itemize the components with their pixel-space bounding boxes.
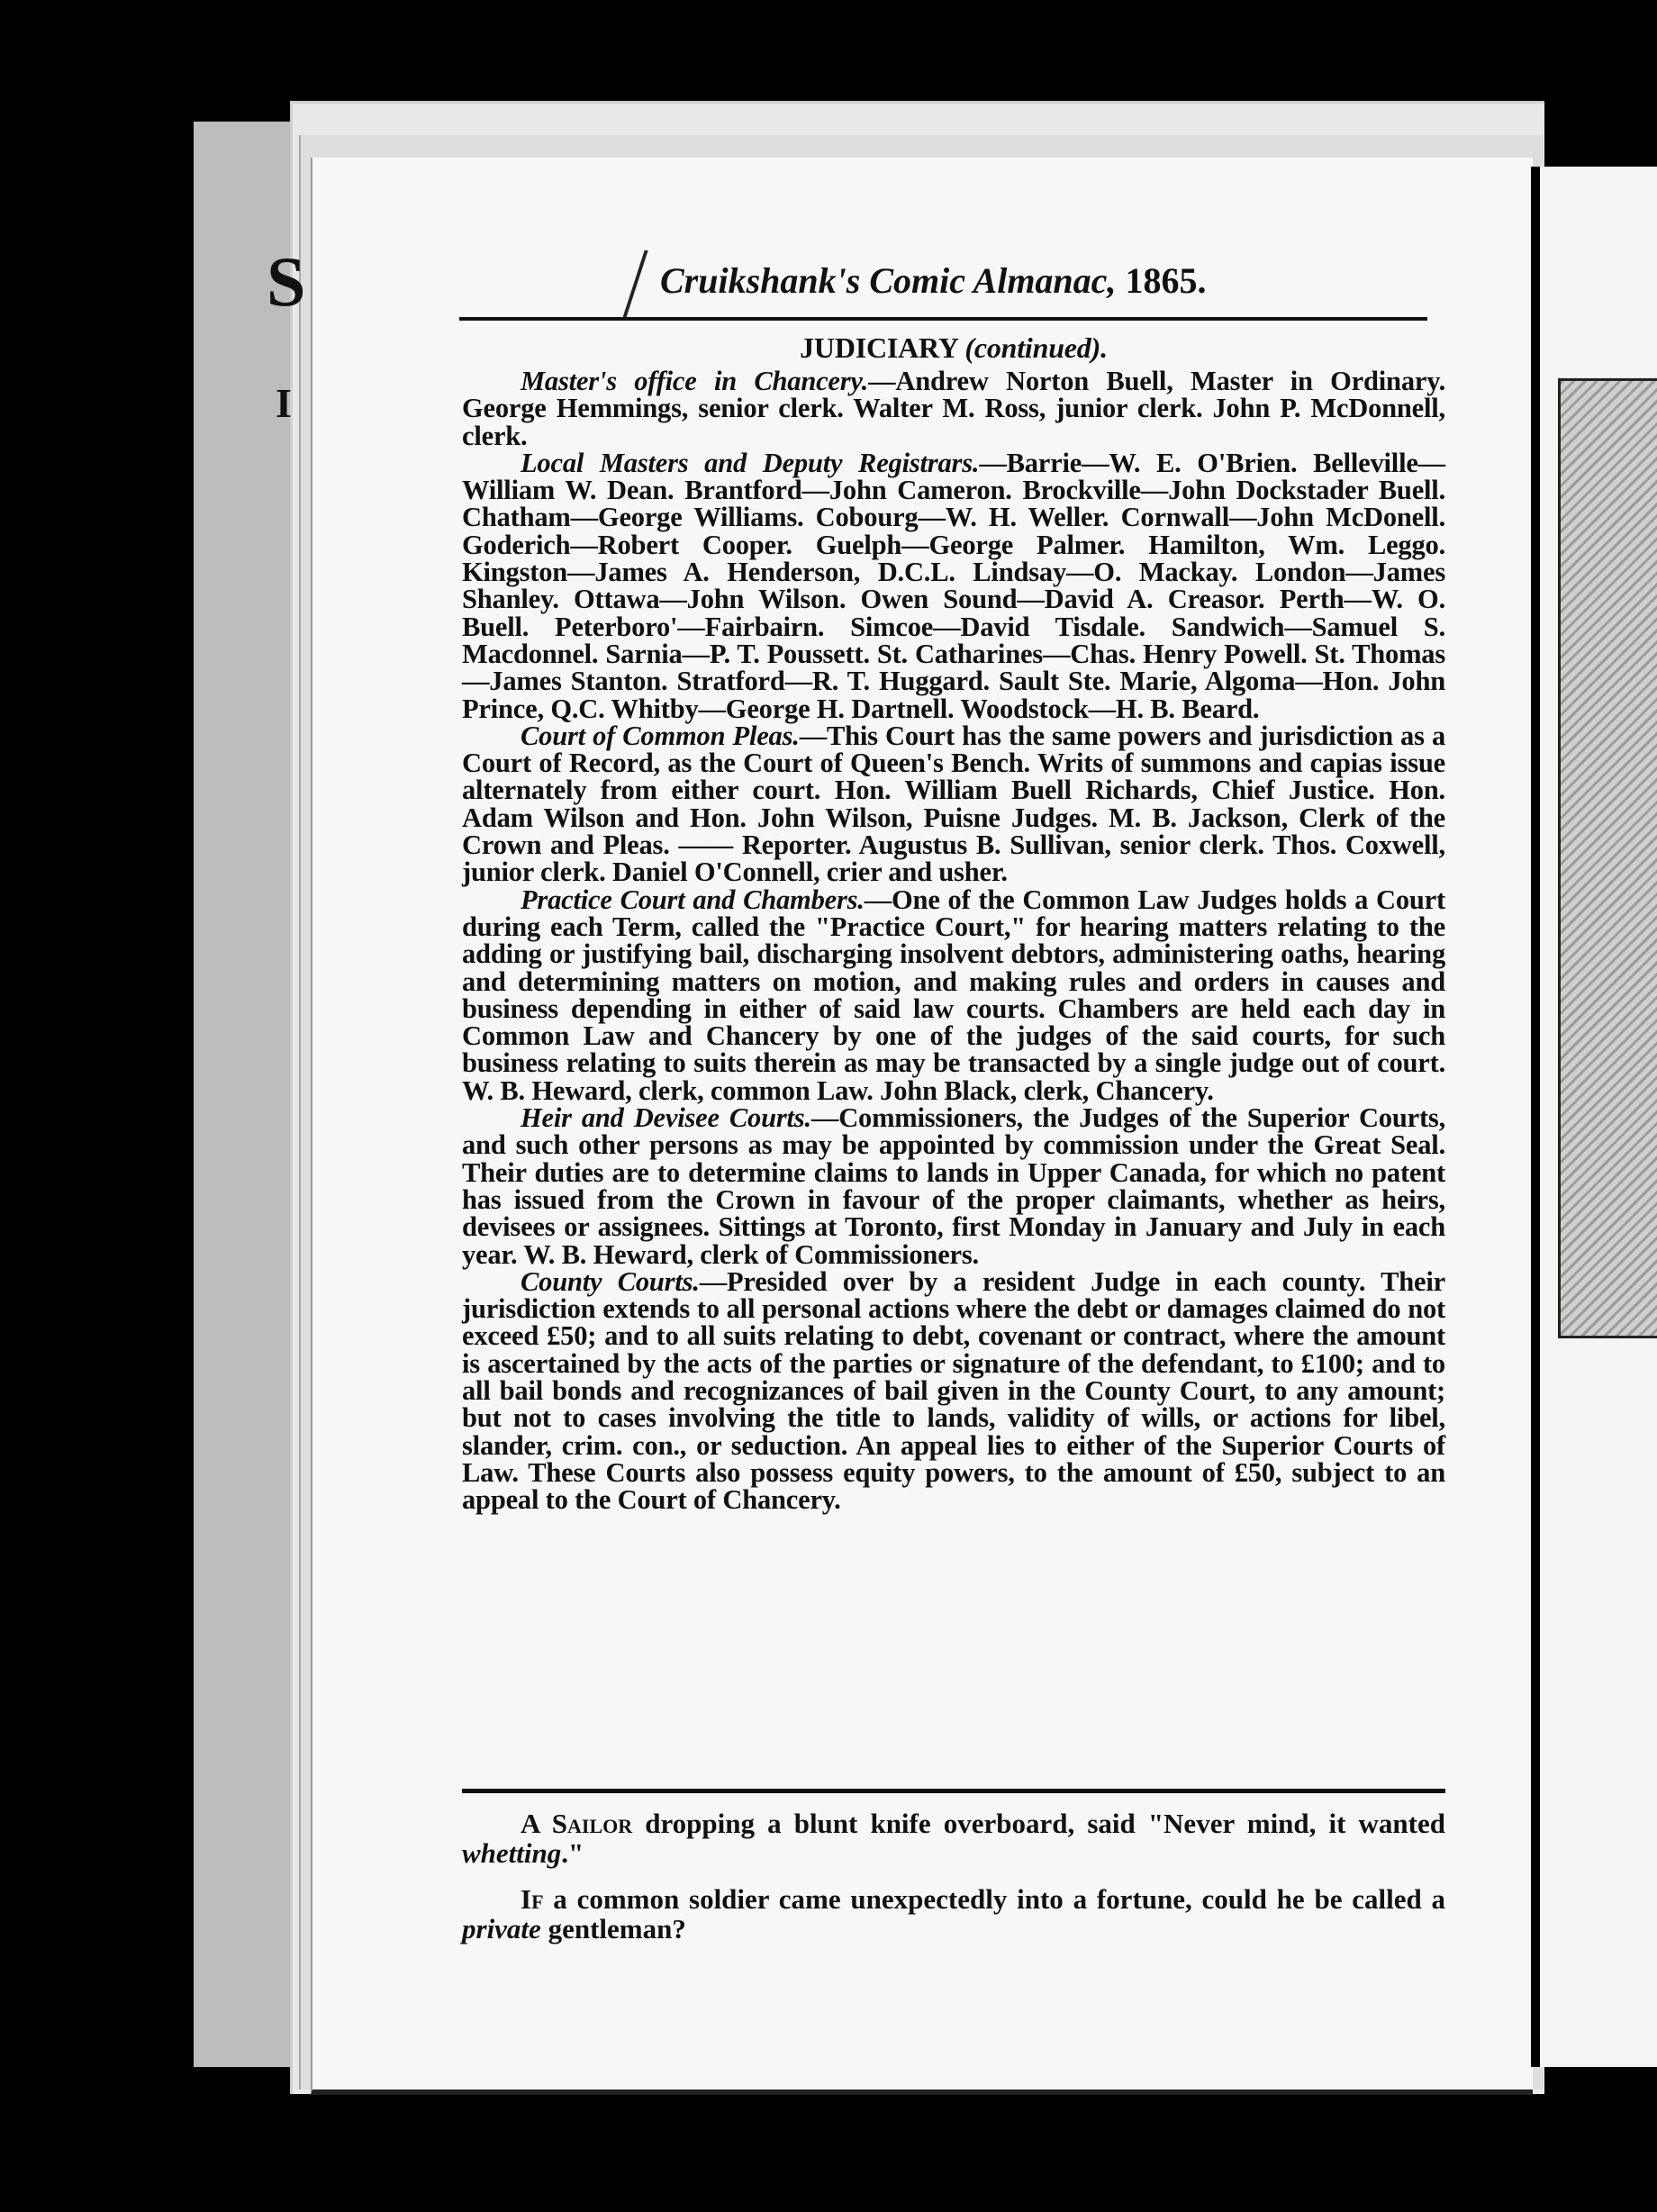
almanac-year: 1865. — [1125, 260, 1207, 301]
almanac-title: Cruikshank's Comic Almanac, — [660, 260, 1117, 301]
running-header — [457, 254, 1430, 326]
paragraph-lead: Court of Common Pleas. — [521, 720, 800, 751]
section-heading — [462, 330, 1445, 366]
paragraph-lead: County Courts. — [521, 1265, 700, 1297]
paragraph-text: —Presided over by a resident Judge in each county. Their jurisdiction extends to all personal actions where the debt or damages claimed do not exceed £50; and to all suits relating to debt, covenant or contract, where the amount is ascertained by the acts of the parties or signature of the defendant, to £100; and to all bail bonds and recognizances of bail given in the County Court, to any amount; but not to cases involving the title to lands, validity of wills, or actions for libel, slander, crim. con., or seduction. An appeal lies to either of the Superior Courts of Law. These Courts also possess equity powers, to the amount of £50, subject to an appeal to the Court of Chancery. — [462, 1265, 1445, 1516]
paragraph-common-pleas — [462, 722, 1445, 886]
joke-opening: If — [521, 1883, 544, 1915]
paragraph-lead: Master's office in Chancery. — [521, 366, 869, 396]
section-title-suffix: (continued). — [964, 331, 1108, 364]
paragraph-lead: Local Masters and Deputy Registrars. — [521, 447, 980, 478]
header-rule — [459, 317, 1427, 321]
joke-end: ." — [561, 1837, 584, 1869]
joke-opening: A Sailor — [521, 1808, 633, 1839]
joke-text: dropping a blunt knife overboard, said "Never mind, it wanted — [632, 1808, 1445, 1839]
article-body — [462, 328, 1445, 1516]
paragraph-heir-devisee — [462, 1104, 1445, 1268]
paragraph-text: —Andrew Norton Buell, Master in Ordinary. George Hemmings, senior clerk. Walter M. Ross, junior clerk. John P. McDonnell, clerk. — [462, 366, 1445, 451]
joke-sailor — [462, 1809, 1445, 1868]
left-page-fragment — [267, 241, 306, 426]
left-page-letter: S — [267, 242, 306, 321]
section-divider-rule — [462, 1789, 1445, 1793]
joke-end: gentleman? — [540, 1913, 686, 1945]
left-page-letter: I — [276, 380, 292, 426]
joke-emphasis: private — [462, 1913, 541, 1945]
paragraph-masters-office — [462, 367, 1445, 449]
paragraph-lead: Practice Court and Chambers. — [521, 884, 865, 915]
paragraph-text: —One of the Common Law Judges holds a Court during each Term, called the "Practice Court," for hearing matters relating to the adding or justifying bail, discharging insolvent debtors, administering oaths, hearing and determining matters on motion, and making rules and orders in causes and business depending in either of said law courts. Chambers are held each day in Common Law and Chancery by one of the judges of the said courts, for such business relating to suits therein as may be transacted by a single judge out of court. W. B. Heward, clerk, common Law. John Black, clerk, Chancery. — [462, 884, 1445, 1106]
paragraph-lead: Heir and Devisee Courts. — [521, 1102, 811, 1134]
paragraph-text: —Barrie—W. E. O'Brien. Belleville—William W. Dean. Brantford—John Cameron. Brockville—John Dockstader Buell. Chatham—George Williams. Cobourg—W. H. Weller. Cornwall—John McDonell. Goderich—Robert Cooper. Guelph—George Palmer. Hamilton, Wm. Leggo. Kingston—James A. Henderson, D.C.L. Lindsay—O. Mackay. London—James Shanley. Ottawa—John Wilson. Owen Sound—David A. Creasor. Perth—W. O. Buell. Peterboro'—Fairbairn. Simcoe—David Tisdale. Sandwich—Samuel S. Macdonnel. Sarnia—P. T. Poussett. St. Catharines—Chas. Henry Powell. St. Thomas—James Stanton. Stratford—R. T. Huggard. Sault Ste. Marie, Algoma—Hon. John Prince, Q.C. Whitby—George H. Dartnell. Woodstock—H. B. Beard. — [462, 447, 1445, 724]
paragraph-text: —This Court has the same powers and jurisdiction as a Court of Record, as the Court of Queen's Bench. Writs of summons and capias issue alternately from either court. Hon. William Buell Richards, Chief Justice. Hon. Adam Wilson and Hon. John Wilson, Puisne Judges. M. B. Jackson, Clerk of the Crown and Pleas. —— Reporter. Augustus B. Sullivan, senior clerk. Thos. Coxwell, junior clerk. Daniel O'Connell, crier and usher. — [462, 720, 1445, 888]
paragraph-local-masters — [462, 449, 1445, 722]
joke-emphasis: whetting — [462, 1837, 562, 1869]
paragraph-text: —Commissioners, the Judges of the Superior Courts, and such other persons as may be appointed by commission under the Great Seal. Their duties are to determine claims to lands in Upper Canada, for which no patent has issued from the Crown in favour of the proper claimants, whether as heirs, devisees or assignees. Sittings at Toronto, first Monday in January and July in each year. W. B. Heward, clerk of Commissioners. — [462, 1102, 1445, 1270]
joke-soldier — [462, 1884, 1445, 1944]
paragraph-practice-court — [462, 886, 1445, 1104]
section-title: JUDICIARY — [800, 331, 958, 364]
paragraph-county-courts — [462, 1265, 1445, 1516]
jokes-section — [462, 1809, 1445, 1960]
right-page-illustration — [1558, 378, 1657, 1338]
joke-text: a common soldier came unexpectedly into a fortune, could he be called a — [543, 1883, 1445, 1915]
header-mark — [621, 250, 647, 321]
running-title — [660, 254, 1206, 308]
